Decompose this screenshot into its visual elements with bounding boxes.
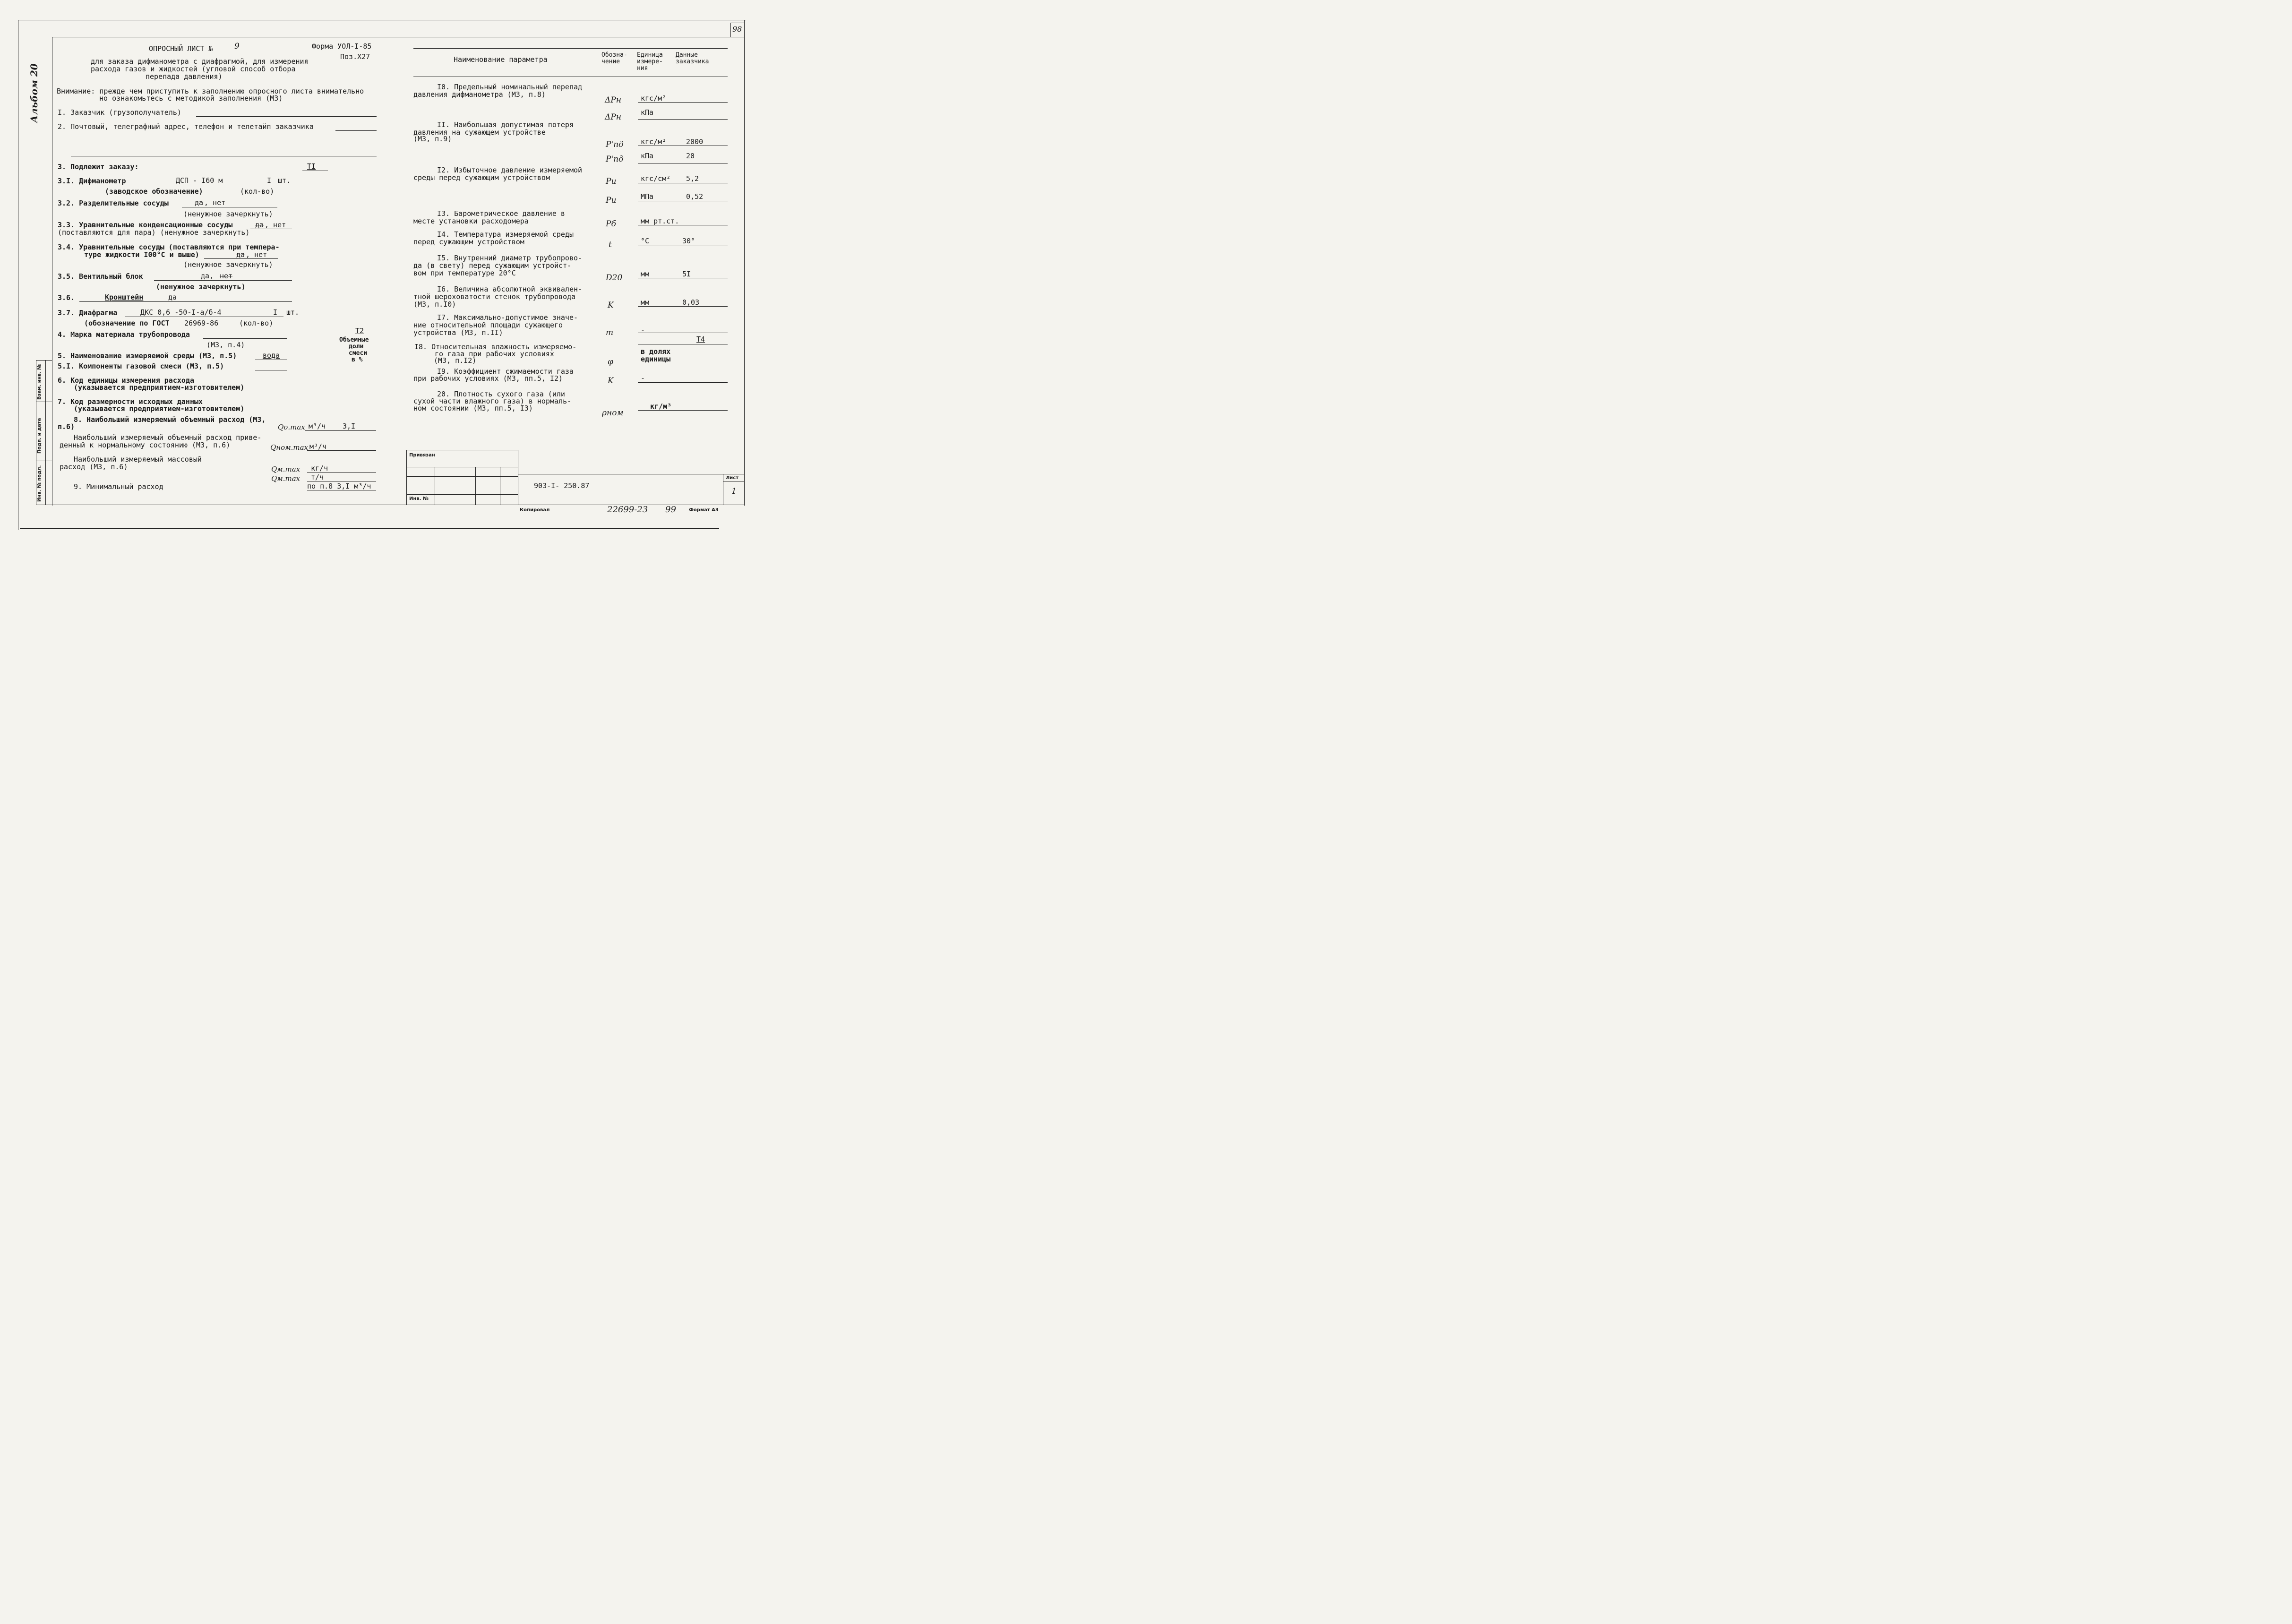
item-3-1-value: ДСП - I60 м — [176, 176, 223, 185]
param-11-value: 2000 — [686, 137, 704, 146]
param-16-line-3: (МЗ, п.I0) — [413, 300, 456, 309]
hdr-sym-1: Обозна- — [601, 52, 627, 59]
item-3-4-note: (ненужное зачеркнуть) — [183, 260, 273, 269]
warning-line-1: Внимание: прежде чем приступить к заполнению опросного листа внимательно — [57, 87, 364, 95]
item-8-unit: м³/ч — [309, 422, 326, 430]
item-3-5-net: нет — [220, 272, 233, 280]
item-3-2-da: да — [195, 198, 204, 207]
param-20-symbol: ρном — [602, 408, 624, 418]
param-18-line-3: (МЗ, п.I2) — [434, 356, 477, 365]
param-16-line-1: I6. Величина абсолютной эквивален- — [437, 285, 583, 293]
item-3-7-gost: 26969-86 — [184, 319, 219, 327]
item-3-6-da: да — [168, 293, 177, 301]
t2-note-4: в % — [352, 356, 363, 363]
stamp-list-label: Лист — [726, 475, 739, 481]
item-8-line-2: п.6) — [58, 422, 75, 431]
item-9-value: по п.8 3,I м³/ч — [307, 482, 371, 490]
item-3-7-unit: шт. — [286, 308, 300, 317]
param-17-line-1: I7. Максимально-допустимое значе- — [437, 313, 578, 322]
item-3-4-line-1: 3.4. Уравнительные сосуды (поставляются при темпера- — [58, 243, 280, 251]
stamp-doc-code: 903-I- 250.87 — [534, 481, 590, 490]
item-3-7-qty: I — [273, 308, 278, 317]
side-stamp-vzam: Взам. инв. № — [37, 364, 42, 400]
param-10-symbol-2: ΔPн — [605, 112, 621, 122]
item-8b-unit: м³/ч — [309, 442, 327, 451]
form-title: ОПРОСНЫЙ ЛИСТ № — [149, 44, 213, 53]
item-8-line-1: 8. Наибольший измеряемый объемный расход (МЗ, — [74, 415, 266, 424]
item-3-7-value: ДКС 0,6 -50-I-а/б-4 — [140, 308, 222, 317]
item-3-1-label: 3.I. Дифманометр — [58, 177, 126, 185]
param-18-line-2: го газа при рабочих условиях — [435, 350, 554, 358]
param-12-symbol-2: Pи — [606, 196, 617, 205]
item-7-line-1: 7. Код размерности исходных данных — [58, 397, 203, 406]
item-6-line-1: 6. Код единицы измерения расхода — [58, 376, 194, 385]
item-6-line-2: (указывается предприятием-изготовителем) — [74, 383, 245, 392]
item-2-address: 2. Почтовый, телеграфный адрес, телефон и телетайп заказчика — [58, 122, 314, 131]
warning-line-2: но ознакомьтесь с методикой заполнения (МЗ) — [99, 94, 283, 103]
t2-note-3: смеси — [349, 350, 368, 357]
param-15-line-1: I5. Внутренний диаметр трубопрово- — [437, 254, 583, 262]
param-12-line-1: I2. Избыточное давление измеряемой — [437, 166, 583, 174]
stamp-privyazan: Привязан — [409, 453, 435, 458]
item-3-3-note: (поставляются для пара) (ненужное зачеркнуть) — [58, 228, 250, 237]
item-3-order: 3. Подлежит заказу: — [58, 163, 139, 171]
param-11-line-3: (МЗ, п.9) — [413, 135, 452, 143]
sheet-number: 98 — [732, 25, 742, 34]
param-14-symbol: t — [609, 240, 612, 249]
stamp-number-2: 99 — [665, 505, 676, 515]
param-16-line-2: тной шероховатости стенок трубопровода — [413, 292, 576, 301]
param-11-symbol-2: P'пд — [606, 155, 624, 164]
form-subtitle-2: расхода газов и жидкостей (угловой способ отбора — [91, 65, 296, 73]
param-12-symbol: Pи — [606, 177, 617, 186]
stamp-inv-no: Инв. № — [409, 496, 429, 501]
item-3-1-note-2: (кол-во) — [240, 187, 275, 196]
item-8c-line-1: Наибольший измеряемый массовый — [74, 455, 202, 464]
t2-note-2: доли — [349, 343, 364, 350]
hdr-sym-2: чение — [601, 58, 620, 65]
param-11-line-1: II. Наибольшая допустимая потеря — [437, 120, 574, 129]
param-15-value: 5I — [682, 270, 691, 278]
param-15-line-3: вом при температуре 20°С — [413, 269, 516, 277]
form-subtitle-1: для заказа дифманометра с диафрагмой, для измерения — [91, 57, 309, 66]
side-stamp-inv: Инв. № подл. — [37, 465, 42, 502]
item-3-4-net: , нет — [246, 250, 267, 259]
stamp-number: 22699-23 — [607, 505, 648, 515]
item-3-4-da: да — [236, 250, 245, 259]
form-code: Форма УОЛ-I-85 — [312, 42, 372, 51]
t2-note-1: Объемные — [339, 336, 369, 344]
param-15-line-2: да (в свету) перед сужающим устройст- — [413, 261, 572, 270]
item-8c-unit-1: кг/ч — [311, 464, 328, 473]
item-5-1-label: 5.I. Компоненты газовой смеси (МЗ, п.5) — [58, 362, 224, 370]
param-11-unit-2: кПа — [641, 152, 654, 160]
param-10-symbol: ΔPн — [605, 95, 621, 105]
form-number: 9 — [234, 42, 240, 51]
item-8c-symbol-2: Qм.max — [271, 474, 300, 483]
item-8-symbol: Qо.max — [278, 423, 305, 431]
stamp-kopiroval: Копировал — [520, 507, 550, 513]
param-12-unit: кгс/см² — [641, 174, 671, 183]
item-3-5-note: (ненужное зачеркнуть) — [156, 283, 246, 291]
item-8c-unit-2: т/ч — [311, 473, 324, 481]
hdr-param: Наименование параметра — [454, 55, 548, 64]
item-8c-symbol-1: Qм.max — [271, 465, 300, 473]
hdr-unit-3: ния — [637, 65, 648, 72]
item-4-note: (МЗ, п.4) — [206, 341, 245, 349]
table-ref-t2: Т2 — [355, 327, 364, 335]
param-10-unit: кгс/м² — [641, 94, 667, 103]
stamp-list-value: 1 — [731, 487, 737, 496]
param-19-line-1: I9. Коэффициент сжимаемости газа — [437, 367, 574, 376]
param-10-line-2: давления дифманометра (МЗ, п.8) — [413, 90, 546, 99]
param-17-unit: - — [641, 326, 645, 334]
param-17-symbol: m — [606, 328, 614, 337]
param-10-unit-2: кПа — [641, 108, 654, 117]
param-11-line-2: давления на сужающем устройстве — [413, 128, 546, 137]
hdr-unit-2: измере- — [637, 58, 663, 65]
form-subtitle-3: перепада давления) — [146, 72, 223, 81]
param-18-unit-1: в долях — [641, 347, 671, 356]
param-11-value-2: 20 — [686, 152, 695, 160]
param-17-line-2: ние относительной площади сужающего — [413, 321, 563, 329]
item-8b-symbol: Qном.max — [270, 443, 309, 452]
item-8b-line-2: денный к нормальному состоянию (МЗ, п.6) — [60, 441, 231, 449]
item-3-4-line-2: туре жидкости I00°С и выше) — [84, 250, 199, 259]
param-15-unit: мм — [641, 270, 650, 278]
item-3-2-note: (ненужное зачеркнуть) — [183, 210, 273, 218]
album-label: Альбом 20 — [28, 63, 40, 123]
item-8c-line-2: расход (МЗ, п.6) — [60, 463, 128, 471]
item-3-7-label: 3.7. Диафрагма — [58, 309, 118, 317]
item-3-6-label: 3.6. — [58, 293, 75, 302]
param-15-symbol: D20 — [606, 273, 623, 283]
param-12-value: 5,2 — [686, 174, 699, 183]
param-16-unit: мм — [641, 298, 650, 307]
param-13-unit: мм рт.ст. — [641, 217, 679, 225]
stamp-format: Формат А3 — [689, 507, 719, 513]
table-ref-t4: Т4 — [696, 335, 705, 344]
item-3-5-da: да, — [201, 272, 214, 280]
item-3-3-label: 3.3. Уравнительные конденсационные сосуды — [58, 221, 233, 229]
param-12-unit-2: МПа — [641, 192, 654, 201]
param-20-line-2: сухой части влажного газа) в нормаль- — [413, 397, 572, 405]
item-3-3-net: , нет — [265, 221, 286, 229]
item-5-value: вода — [263, 351, 280, 360]
param-16-symbol: K — [608, 301, 614, 310]
item-3-3-da: да — [255, 221, 264, 229]
item-3-5-label: 3.5. Вентильный блок — [58, 272, 143, 281]
param-20-line-1: 20. Плотность сухого газа (или — [437, 390, 565, 398]
param-13-symbol: Pб — [606, 219, 616, 229]
param-11-symbol: P'пд — [606, 140, 624, 149]
param-16-value: 0,03 — [682, 298, 700, 307]
item-1-customer: I. Заказчик (грузополучатель) — [58, 108, 181, 117]
param-12-value-2: 0,52 — [686, 192, 704, 201]
item-7-line-2: (указывается предприятием-изготовителем) — [74, 404, 245, 413]
param-10-line-1: I0. Предельный номинальный перепад — [437, 83, 583, 91]
param-18-line-1: I8. Относительная влажность измеряемо- — [414, 343, 577, 351]
item-3-6-value: Кронштейн — [105, 293, 144, 301]
side-stamp-podp: Подп. и дата — [37, 418, 42, 454]
item-4-label: 4. Марка материала трубопровода — [58, 330, 190, 339]
param-18-unit-2: единицы — [641, 355, 671, 363]
param-19-unit: - — [641, 374, 645, 382]
param-20-line-3: ном состоянии (МЗ, пп.5, I3) — [413, 404, 533, 412]
param-20-unit: кг/м³ — [650, 402, 672, 411]
param-17-line-3: устройства (МЗ, п.II) — [413, 328, 503, 337]
param-13-line-2: месте установки расходомера — [413, 217, 529, 225]
param-19-line-2: при рабочих условиях (МЗ, пп.5, I2) — [413, 374, 563, 383]
item-9-label: 9. Минимальный расход — [74, 482, 163, 491]
param-14-line-1: I4. Температура измеряемой среды — [437, 230, 574, 239]
item-3-value: TI — [307, 162, 316, 171]
param-14-line-2: перед сужающим устройством — [413, 238, 524, 246]
item-3-7-note-2: (кол-во) — [239, 319, 274, 327]
item-3-1-qty: I — [267, 176, 272, 185]
form-position: Поз.Х27 — [340, 52, 370, 61]
item-3-7-note: (обозначение по ГОСТ — [84, 319, 170, 327]
param-19-symbol: K — [608, 376, 614, 386]
item-3-1-note: (заводское обозначение) — [105, 187, 203, 196]
item-3-1-unit: шт. — [278, 176, 291, 185]
param-14-unit: °С — [641, 237, 650, 245]
item-8-value: 3,I — [343, 422, 356, 430]
param-12-line-2: среды перед сужающим устройством — [413, 173, 550, 182]
item-5-label: 5. Наименование измеряемой среды (МЗ, п.5) — [58, 352, 237, 360]
item-3-2-label: 3.2. Разделительные сосуды — [58, 199, 169, 207]
item-8b-line-1: Наибольший измеряемый объемный расход приве- — [74, 433, 262, 442]
param-11-unit: кгс/м² — [641, 137, 667, 146]
param-13-line-1: I3. Барометрическое давление в — [437, 209, 565, 218]
item-3-2-net: , нет — [204, 198, 226, 207]
hdr-data-1: Данные — [676, 52, 698, 59]
hdr-unit-1: Единица — [637, 52, 663, 59]
param-18-symbol: φ — [608, 357, 613, 367]
hdr-data-2: заказчика — [676, 58, 709, 65]
param-14-value: 30° — [682, 237, 695, 245]
